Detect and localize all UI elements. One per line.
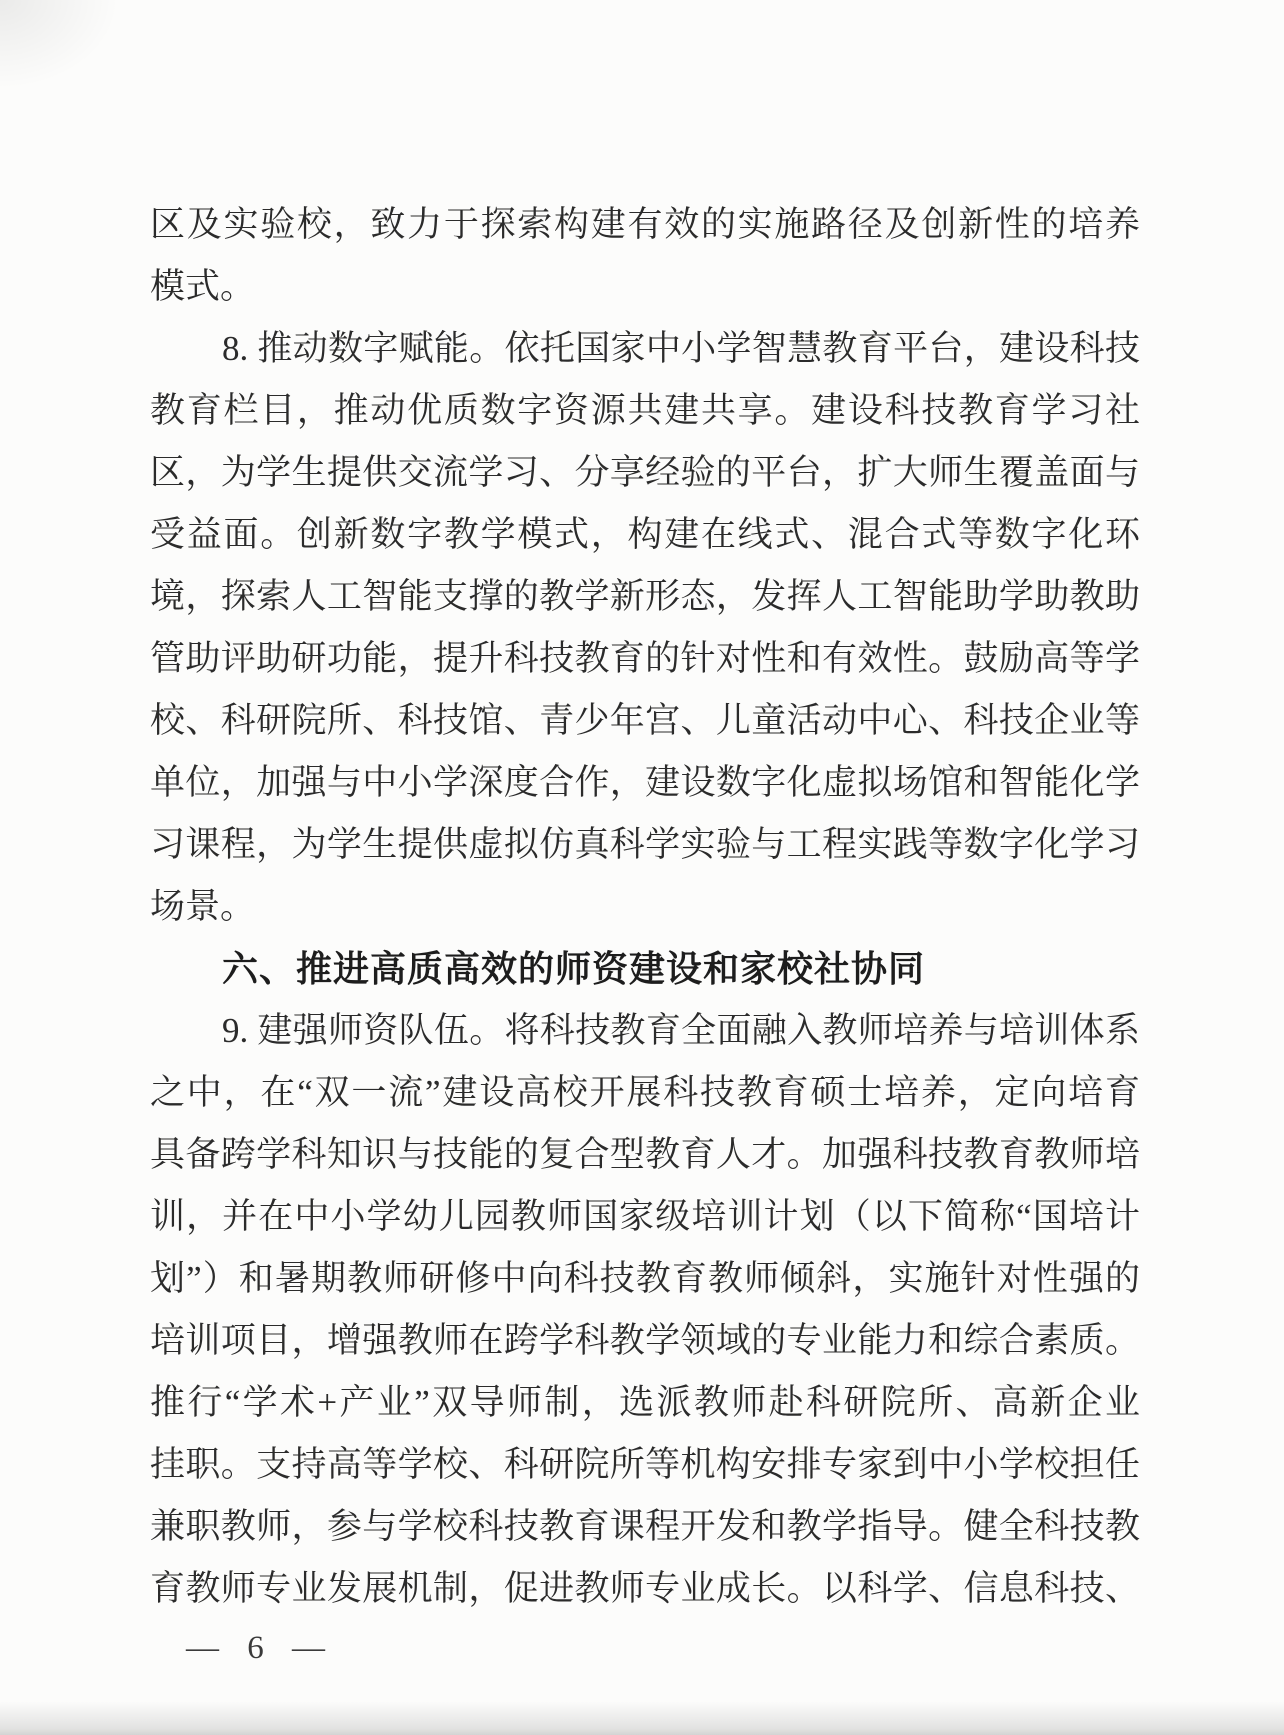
text-line: 推行“学术+产业”双导师制，选派教师赴科研院所、高新企业	[150, 1383, 1140, 1422]
text-line: 兼职教师，参与学校科技教育课程开发和教学指导。健全科技教	[150, 1507, 1140, 1546]
text-line: 挂职。支持高等学校、科研院所等机构安排专家到中小学校担任	[150, 1445, 1140, 1484]
text-line: 模式。	[150, 267, 256, 306]
text-line: 境，探索人工智能支撑的教学新形态，发挥人工智能助学助教助	[150, 577, 1140, 616]
page-footer	[186, 1618, 335, 1678]
text-line: 具备跨学科知识与技能的复合型教育人才。加强科技教育教师培	[150, 1135, 1140, 1174]
text-line: 8. 推动数字赋能。依托国家中小学智慧教育平台，建设科技	[222, 329, 1140, 368]
text-line: 育教师专业发展机制，促进教师专业成长。以科学、信息科技、	[150, 1569, 1140, 1608]
page-number: — 6 —	[186, 1630, 335, 1666]
text-line: 之中，在“双一流”建设高校开展科技教育硕士培养，定向培育	[150, 1073, 1140, 1112]
text-line: 管助评助研功能，提升科技教育的针对性和有效性。鼓励高等学	[150, 639, 1140, 678]
text-line: 场景。	[150, 887, 256, 926]
scan-corner-shadow	[0, 0, 120, 90]
section-heading: 六、推进高质高效的师资建设和家校社协同	[222, 948, 926, 989]
text-line: 受益面。创新数字教学模式，构建在线式、混合式等数字化环	[150, 515, 1140, 554]
text-line: 习课程，为学生提供虚拟仿真科学实验与工程实践等数字化学习	[150, 825, 1140, 864]
text-line: 划”）和暑期教师研修中向科技教育教师倾斜，实施针对性强的	[150, 1259, 1140, 1298]
text-line: 区，为学生提供交流学习、分享经验的平台，扩大师生覆盖面与	[150, 453, 1140, 492]
text-line: 训，并在中小学幼儿园教师国家级培训计划（以下简称“国培计	[150, 1197, 1140, 1236]
text-line: 区及实验校，致力于探索构建有效的实施路径及创新性的培养	[150, 205, 1140, 244]
text-line: 校、科研院所、科技馆、青少年宫、儿童活动中心、科技企业等	[150, 701, 1140, 740]
text-line: 教育栏目，推动优质数字资源共建共享。建设科技教育学习社	[150, 391, 1140, 430]
document-body	[150, 194, 1140, 1620]
text-line: 单位，加强与中小学深度合作，建设数字化虚拟场馆和智能化学	[150, 763, 1140, 802]
scan-bottom-shadow	[0, 1701, 1284, 1735]
text-line: 培训项目，增强教师在跨学科教学领域的专业能力和综合素质。	[150, 1321, 1140, 1360]
text-line: 9. 建强师资队伍。将科技教育全面融入教师培养与培训体系	[222, 1011, 1140, 1050]
